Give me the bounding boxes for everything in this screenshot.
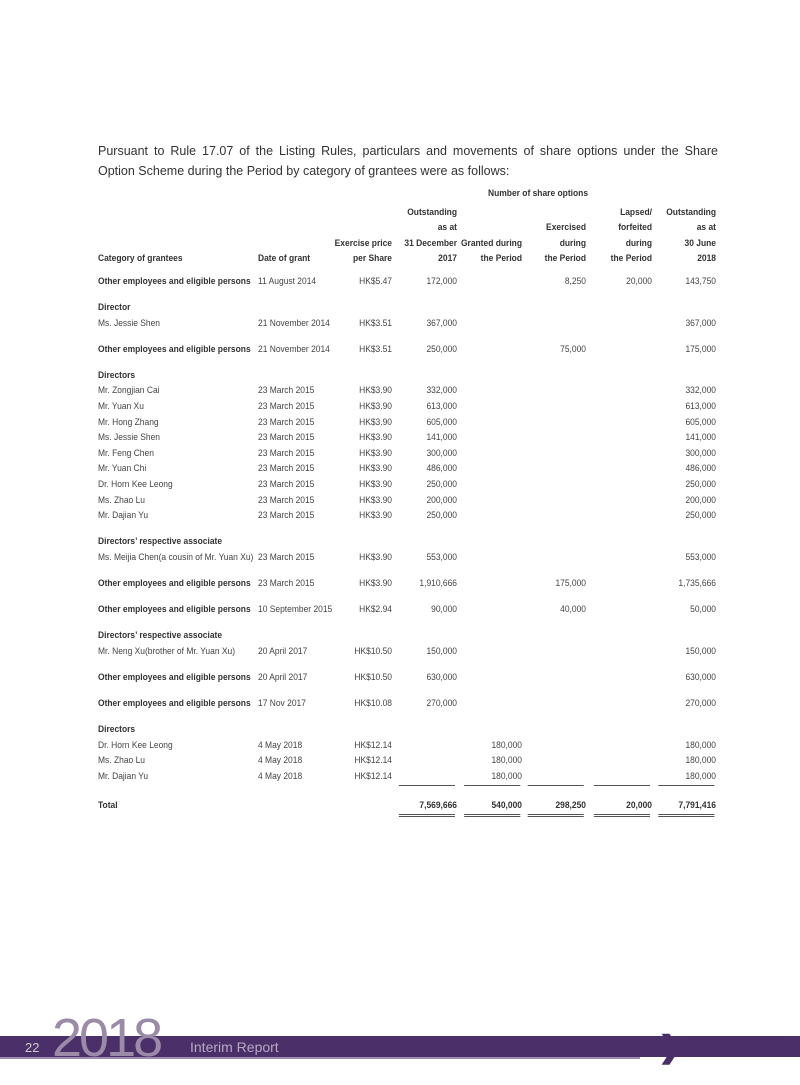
footer-year-logo: 2018 — [52, 1008, 161, 1068]
cell-col-5: during — [559, 237, 587, 248]
group-heading-label: Directors — [98, 369, 136, 380]
cell-col-0: Mr. Yuan Xu — [98, 401, 144, 412]
cell-col-1: 23 March 2015 — [257, 432, 315, 443]
cell-col-2: HK$2.94 — [359, 604, 393, 615]
cell-col-3: 613,000 — [426, 401, 458, 412]
cell-col-0: Category of grantees — [98, 253, 183, 264]
cell-col-2: HK$10.08 — [354, 697, 393, 708]
table-row — [98, 602, 718, 618]
cell-col-0: Mr. Hong Zhang — [98, 416, 159, 427]
cell-col-7: 250,000 — [685, 479, 717, 489]
total-double-rule — [658, 814, 714, 817]
group-heading-label: Director — [98, 302, 131, 313]
cell-col-3: 31 December — [404, 237, 458, 248]
subtotal-rule — [594, 785, 650, 786]
group-header-row — [98, 186, 718, 202]
cell-col-1: 23 March 2015 — [257, 494, 315, 505]
cell-col-1: 20 April 2017 — [257, 671, 308, 682]
cell-col-0: Mr. Dajian Yu — [98, 510, 149, 521]
total-double-rule — [594, 814, 650, 817]
header-row — [98, 220, 718, 236]
cell-col-6: the Period — [610, 253, 653, 264]
cell-col-1: 23 March 2015 — [257, 463, 315, 474]
cell-col-1: 21 November 2014 — [257, 343, 330, 354]
cell-col-0: Mr. Yuan Chi — [98, 463, 147, 474]
cell-col-6: 20,000 — [626, 275, 653, 286]
cell-col-1: 23 March 2015 — [257, 385, 315, 396]
cell-col-2: HK$12.14 — [354, 755, 393, 766]
cell-col-3: 7,569,666 — [419, 799, 458, 810]
cell-col-2: HK$3.51 — [359, 317, 393, 328]
table-row — [98, 738, 718, 754]
cell-col-4: 180,000 — [491, 770, 523, 781]
subtotal-rule — [528, 785, 584, 786]
cell-col-7: as at — [696, 222, 717, 233]
cell-col-0: Ms. Meijia Chen(a cousin of Mr. Yuan Xu) — [98, 551, 254, 562]
cell-col-2: HK$3.90 — [359, 577, 393, 588]
cell-col-0: Ms. Zhao Lu — [98, 494, 145, 505]
cell-col-7: 300,000 — [685, 447, 717, 458]
table-row — [98, 399, 718, 415]
table-row — [98, 696, 718, 712]
cell-col-4: Granted during — [460, 237, 523, 248]
cell-col-7: 141,000 — [685, 432, 717, 443]
cell-col-2: HK$3.90 — [359, 494, 393, 505]
subtotal-rule — [399, 785, 455, 786]
cell-col-2: HK$5.47 — [359, 275, 393, 286]
table-row — [98, 576, 718, 592]
cell-col-4: 180,000 — [491, 755, 523, 766]
cell-col-3: 332,000 — [426, 385, 458, 396]
group-heading — [98, 368, 718, 384]
cell-col-3: 486,000 — [426, 463, 458, 474]
cell-col-2: HK$3.90 — [359, 510, 393, 521]
cell-col-1: 10 September 2015 — [257, 604, 333, 615]
header-row — [98, 236, 718, 252]
cell-col-3: 300,000 — [426, 447, 458, 458]
subtotal-rule — [658, 785, 714, 786]
company-name: IGG INC — [689, 1032, 785, 1061]
cell-col-2: HK$3.51 — [359, 343, 393, 354]
cell-col-1: 17 Nov 2017 — [257, 697, 306, 708]
cell-col-0: Mr. Neng Xu(brother of Mr. Yuan Xu) — [98, 645, 236, 656]
cell-col-6: during — [625, 237, 653, 248]
group-heading — [98, 628, 718, 644]
cell-col-2: HK$3.90 — [359, 551, 393, 562]
cell-col-7: 553,000 — [685, 551, 717, 562]
cell-col-3: 250,000 — [426, 510, 458, 521]
cell-col-7: 630,000 — [685, 671, 717, 682]
cell-col-7: 2018 — [697, 253, 717, 264]
cell-col-6: Lapsed/ — [620, 206, 653, 217]
cell-col-7: 180,000 — [685, 755, 717, 766]
cell-col-1: 4 May 2018 — [257, 755, 303, 766]
cell-col-0: Ms. Jessie Shen — [98, 317, 161, 328]
cell-col-3: 90,000 — [431, 604, 458, 615]
cell-col-4: the Period — [480, 253, 523, 264]
table-row — [98, 430, 718, 446]
share-options-table — [98, 186, 718, 818]
cell-col-7: 605,000 — [685, 416, 717, 427]
cell-col-0: Other employees and eligible persons — [98, 577, 251, 588]
table-row — [98, 461, 718, 477]
cell-col-4: 540,000 — [491, 799, 523, 810]
cell-col-2: per Share — [353, 253, 393, 264]
cell-col-7: 270,000 — [685, 697, 717, 708]
cell-col-7: 200,000 — [685, 494, 717, 505]
cell-col-7: 613,000 — [685, 401, 717, 412]
group-heading-label: Directors’ respective associate — [98, 536, 223, 547]
cell-col-2: HK$12.14 — [354, 739, 393, 750]
cell-col-5: 175,000 — [555, 577, 587, 588]
cell-col-1: 23 March 2015 — [257, 510, 315, 521]
cell-col-3: 630,000 — [426, 671, 458, 682]
table-row — [98, 342, 718, 358]
cell-col-1: 4 May 2018 — [257, 739, 303, 750]
table-row — [98, 769, 718, 785]
cell-col-3: 250,000 — [426, 479, 458, 489]
total-double-rule — [399, 814, 455, 817]
cell-col-3: 141,000 — [426, 432, 458, 443]
cell-col-3: 1,910,666 — [419, 577, 458, 588]
cell-col-3: 270,000 — [426, 697, 458, 708]
header-row — [98, 205, 718, 221]
cell-col-0: Dr. Horn Kee Leong — [98, 739, 173, 750]
cell-col-3: 367,000 — [426, 317, 458, 328]
chevron-right-icon: ❯ — [658, 1030, 684, 1064]
cell-col-2: Exercise price — [334, 237, 393, 248]
cell-col-7: 332,000 — [685, 385, 717, 396]
cell-col-1: 11 August 2014 — [257, 275, 317, 286]
header-row — [98, 251, 718, 267]
cell-col-0: Other employees and eligible persons — [98, 275, 251, 286]
cell-col-5: 8,250 — [564, 275, 587, 286]
table-row — [98, 274, 718, 290]
group-heading-label: Directors’ respective associate — [98, 630, 223, 641]
cell-col-3: 150,000 — [426, 645, 458, 656]
cell-col-2: HK$3.90 — [359, 416, 393, 427]
cell-col-7: 367,000 — [685, 317, 717, 328]
table-row — [98, 753, 718, 769]
cell-col-7: 30 June — [684, 237, 717, 248]
cell-col-7: 175,000 — [685, 343, 717, 354]
cell-col-1: 23 March 2015 — [257, 551, 315, 562]
cell-col-1: 23 March 2015 — [257, 401, 315, 412]
cell-col-5: the Period — [544, 253, 587, 264]
cell-col-2: HK$10.50 — [354, 671, 393, 682]
cell-col-1: 4 May 2018 — [257, 770, 303, 781]
cell-col-1: 23 March 2015 — [257, 416, 315, 427]
group-heading — [98, 722, 718, 738]
cell-col-0: Ms. Jessie Shen — [98, 432, 161, 443]
cell-col-7: 250,000 — [685, 510, 717, 521]
cell-col-4: 180,000 — [491, 739, 523, 750]
cell-col-3: 553,000 — [426, 551, 458, 562]
cell-col-7: 180,000 — [685, 770, 717, 781]
cell-col-5: 298,250 — [555, 799, 587, 810]
cell-col-7: 1,735,666 — [678, 577, 717, 588]
cell-col-3: 172,000 — [426, 275, 458, 286]
cell-col-7: 143,750 — [685, 275, 717, 286]
table-row — [98, 316, 718, 332]
table-row — [98, 383, 718, 399]
page-number: 22 — [25, 1040, 40, 1055]
cell-col-5: 75,000 — [560, 343, 587, 354]
table-row — [98, 415, 718, 431]
company-logo — [658, 1032, 785, 1062]
cell-col-3: 200,000 — [426, 494, 458, 505]
cell-col-0: Mr. Zongjian Cai — [98, 385, 160, 396]
cell-col-6: 20,000 — [626, 799, 653, 810]
cell-col-0: Other employees and eligible persons — [98, 671, 251, 682]
cell-col-3: 605,000 — [426, 416, 458, 427]
table-row — [98, 670, 718, 686]
footer-report-title: Interim Report — [190, 1039, 279, 1055]
cell-col-0: Ms. Zhao Lu — [98, 755, 145, 766]
cell-col-1: 23 March 2015 — [257, 447, 315, 458]
cell-col-2: HK$3.90 — [359, 385, 393, 396]
group-heading — [98, 300, 718, 316]
table-row — [98, 477, 718, 493]
cell-col-3: 250,000 — [426, 343, 458, 354]
cell-col-1: 23 March 2015 — [257, 577, 315, 588]
subtotal-rule — [464, 785, 520, 786]
cell-col-5: Exercised — [546, 222, 587, 233]
table-row — [98, 493, 718, 509]
cell-col-7: 50,000 — [690, 604, 717, 615]
cell-col-1: 20 April 2017 — [257, 645, 308, 656]
cell-col-7: Outstanding — [666, 206, 717, 217]
group-heading-label: Directors — [98, 724, 136, 735]
cell-col-0: Other employees and eligible persons — [98, 343, 251, 354]
cell-col-7: 180,000 — [685, 739, 717, 750]
cell-col-0: Other employees and eligible persons — [98, 697, 251, 708]
cell-col-3: Outstanding — [407, 206, 458, 217]
table-row — [98, 550, 718, 566]
cell-col-0: Other employees and eligible persons — [98, 604, 251, 615]
cell-col-3: 2017 — [438, 253, 458, 264]
cell-col-2: HK$3.90 — [359, 432, 393, 443]
cell-col-1: Date of grant — [257, 253, 311, 264]
cell-col-2: HK$10.50 — [354, 645, 393, 656]
total-row — [98, 798, 718, 814]
cell-col-1: 23 March 2015 — [257, 479, 315, 489]
cell-col-5: 40,000 — [560, 604, 587, 615]
cell-col-7: 486,000 — [685, 463, 717, 474]
cell-col-0: Total — [98, 799, 118, 810]
cell-col-2: HK$12.14 — [354, 770, 393, 781]
table-row — [98, 508, 718, 524]
cell-col-6: forfeited — [618, 222, 653, 233]
intro-paragraph: Pursuant to Rule 17.07 of the Listing Rules, particulars and movements of share options under the Share Option Scheme during the Period by category of grantees were as follows: — [98, 144, 718, 178]
group-header: Number of share options — [487, 188, 589, 198]
total-double-rule — [464, 814, 520, 817]
cell-col-0: Dr. Horn Kee Leong — [98, 479, 173, 489]
cell-col-7: 150,000 — [685, 645, 717, 656]
group-heading — [98, 534, 718, 550]
cell-col-7: 7,791,416 — [678, 799, 717, 810]
cell-col-2: HK$3.90 — [359, 401, 393, 412]
cell-col-1: 21 November 2014 — [257, 317, 330, 328]
cell-col-3: as at — [437, 222, 458, 233]
table-row — [98, 446, 718, 462]
cell-col-2: HK$3.90 — [359, 479, 393, 489]
table-row — [98, 644, 718, 660]
cell-col-0: Mr. Feng Chen — [98, 447, 154, 458]
cell-col-2: HK$3.90 — [359, 463, 393, 474]
cell-col-0: Mr. Dajian Yu — [98, 770, 149, 781]
cell-col-2: HK$3.90 — [359, 447, 393, 458]
total-double-rule — [528, 814, 584, 817]
